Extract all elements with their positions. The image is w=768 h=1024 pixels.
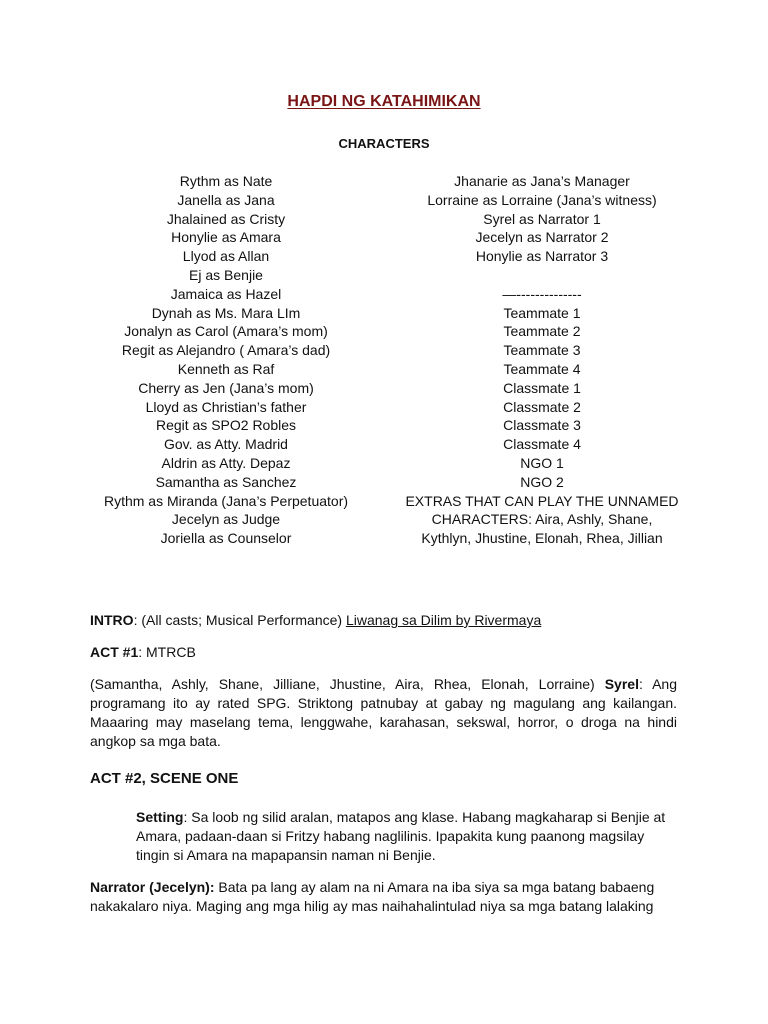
narrator-paragraph (90, 878, 677, 916)
act1-text: : MTRCB (138, 644, 196, 660)
cast-entry: Jecelyn as Narrator 2 (475, 229, 609, 246)
extras-note-line: CHARACTERS: Aira, Ashly, Shane, (431, 511, 653, 528)
cast-entry: Teammate 3 (503, 342, 581, 359)
act1-cast: (Samantha, Ashly, Shane, Jilliane, Jhustine, Aira, Rhea, Elonah, Lorraine) (90, 676, 605, 692)
cast-entry: Cherry as Jen (Jana’s mom) (138, 379, 314, 396)
cast-entry: Classmate 3 (503, 417, 581, 434)
narrator-text: Bata pa lang ay alam na ni Amara na iba siya sa mga batang babaeng nakakalaro niya. Maging ang mga hilig ay mas naihahalintulad niya sa mga batang lalaking (90, 879, 655, 914)
intro-line (90, 611, 677, 630)
cast-entry: Classmate 2 (503, 398, 581, 415)
act1-label: ACT #1 (90, 644, 139, 660)
cast-entry: Rythm as Miranda (Jana’s Perpetuator) (103, 492, 349, 509)
cast-entry: Rythm as Nate (179, 173, 273, 189)
act2-heading: ACT #2, SCENE ONE (90, 770, 239, 787)
cast-entry: Jonalyn as Carol (Amara’s mom) (124, 323, 328, 340)
cast-entry: Jamaica as Hazel (170, 285, 282, 302)
cast-entry: Samantha as Sanchez (155, 473, 297, 490)
act1-paragraph (90, 675, 677, 751)
extras-note-line: Kythlyn, Jhustine, Elonah, Rhea, Jillian (421, 530, 663, 547)
setting-text: : Sa loob ng silid aralan, matapos ang klase. Habang magkaharap si Benjie at Amara, padaan-daan si Fritzy habang naglilinis. Ipapakita kung paanong magsilay tingin si Amara na mapapansin naman ni Benjie. (136, 809, 666, 863)
cast-entry: Jhalained as Cristy (166, 210, 286, 227)
characters-heading: CHARACTERS (338, 136, 430, 151)
document-title: HAPDI NG KATAHIMIKAN (287, 93, 481, 110)
cast-list-right (392, 172, 692, 548)
cast-entry: Syrel as Narrator 1 (483, 210, 601, 227)
cast-entry: Ej as Benjie (189, 266, 263, 283)
act1-dialogue: : Ang programang ito ay rated SPG. Striktong patnubay at gabay ng magulang ang kailangan. Maaaring may maselang tema, lenggwahe, karahasan, sekswal, horror, o droga na hindi angkop sa mga bata. (90, 676, 678, 749)
intro-text: : (All casts; Musical Performance) (133, 612, 346, 628)
cast-entry: Kenneth as Raf (177, 360, 275, 377)
cast-entry: Teammate 2 (503, 323, 581, 340)
cast-entry: Llyod as Allan (182, 248, 270, 265)
setting-label: Setting (136, 809, 184, 825)
cast-entry: Honylie as Narrator 3 (475, 248, 609, 265)
cast-entry: NGO 2 (520, 473, 564, 490)
cast-entry: Teammate 4 (503, 360, 581, 377)
separator-line: —-------------- (502, 285, 582, 302)
act1-line (90, 643, 677, 662)
song-link[interactable]: Liwanag sa Dilim by Rivermaya (345, 612, 542, 628)
cast-entry: Joriella as Counselor (160, 530, 292, 547)
cast-entry: Classmate 4 (503, 436, 581, 453)
intro-label: INTRO (90, 612, 134, 628)
cast-entry: Regit as Alejandro ( Amara’s dad) (121, 342, 331, 359)
cast-entry: Gov. as Atty. Madrid (164, 436, 288, 453)
cast-entry: Regit as SPO2 Robles (155, 417, 297, 434)
cast-entry: Dynah as Ms. Mara LIm (151, 304, 301, 321)
cast-entry: Aldrin as Atty. Depaz (161, 454, 291, 471)
speaker-label: Syrel (604, 676, 639, 692)
cast-entry: Honylie as Amara (171, 229, 281, 246)
cast-entry: Lloyd as Christian’s father (145, 398, 307, 415)
setting-paragraph (136, 808, 677, 865)
cast-entry: Lorraine as Lorraine (Jana’s witness) (427, 191, 657, 208)
cast-list-left (86, 172, 366, 548)
blank-line (392, 266, 692, 285)
cast-entry: Classmate 1 (503, 379, 581, 396)
cast-entry: Teammate 1 (503, 304, 581, 321)
cast-entry: Janella as Jana (177, 191, 275, 208)
narrator-label: Narrator (Jecelyn): (90, 879, 215, 895)
cast-entry: Jecelyn as Judge (171, 511, 281, 528)
cast-entry: Jhanarie as Jana’s Manager (454, 173, 630, 189)
cast-entry: NGO 1 (520, 454, 564, 471)
extras-note-line: EXTRAS THAT CAN PLAY THE UNNAMED (405, 492, 679, 509)
